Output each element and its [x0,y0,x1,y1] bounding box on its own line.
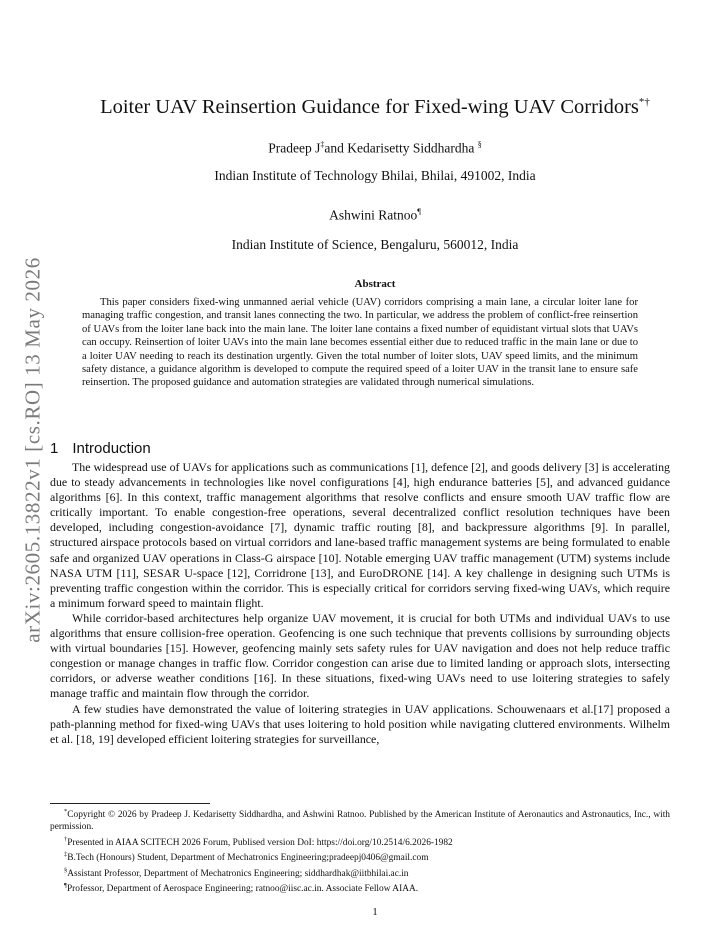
arxiv-sidebar [20,255,46,645]
footnote-text: B.Tech (Honours) Student, Department of Mechatronics Engineering;pradeepj0406@gmail.com [67,853,429,864]
body-text [50,460,670,747]
page-number: 1 [372,906,378,918]
footnote-mark: ¶ [64,881,67,889]
footnote-text: Assistant Professor, Department of Mechatronics Engineering; siddhardhak@iitbhilai.ac.in [67,868,409,879]
author-name: Pradeep J [268,140,321,156]
abstract-heading: Abstract [354,278,396,290]
author-name: and Kedarisetty Siddhardha [324,140,478,156]
footnote [50,806,670,834]
footnotes [50,806,670,895]
footnote [50,865,670,880]
footnote-rule [50,803,210,804]
footnote-mark: § [64,866,68,874]
paper-title-text: Loiter UAV Reinsertion Guidance for Fixed-wing UAV Corridors [100,96,639,118]
paper-title [50,96,700,119]
footnote-text: Copyright © 2026 by Pradeep J. Kedarisetty Siddhardha, and Ashwini Ratnoo. Published by the American Institute of Aeronautics and Astronautics, Inc., with permission. [50,810,670,833]
body-paragraph: A few studies have demonstrated the value of loitering strategies in UAV applications. Schouwenaars et al.[17] proposed a path-planning method for fixed-wing UAVs that uses loitering to hold position while navigating cluttered environments. Wilhelm et al. [18, 19] developed efficient loitering strategies for surveillance, [50,701,670,746]
author-footnote-mark: ‡ [320,140,325,149]
footnote [50,880,670,895]
section-number: 1 [50,440,59,457]
author-line-2 [50,207,700,224]
author-line-1 [50,140,700,157]
footnote-text: Professor, Department of Aerospace Engineering; ratnoo@iisc.ac.in. Associate Fellow AIAA. [66,884,419,895]
affiliation: Indian Institute of Science, Bengaluru, 560012, India [231,237,519,252]
body-paragraph: The widespread use of UAVs for applications such as communications [1], defence [2], and goods delivery [3] is accelerating due to steady advancements in technologies like novel configurations [4], high endurance batteries [5], and advanced guidance algorithms [6]. In this context, traffic management algorithms that resolve conflicts and ensure smooth UAV traffic flow are critically important. To enable congestion-free operations, several decentralized conflict resolution techniques have been developed, including congestion-avoidance [7], dynamic traffic routing [8], and backpressure algorithms [9]. In parallel, structured airspace protocols based on virtual corridors and lane-based traffic management systems are being formulated to enable safe and organized UAV operations in Class-G airspace [10]. Notable emerging UAV traffic management (UTM) systems include NASA UTM [11], SESAR U-space [12], Corridrone [13], and EuroDRONE [14]. A key challenge in designing such UTMs is preventing traffic congestion within the corridor. This is especially critical for corridors serving fixed-wing UAVs, which require a minimum forward speed to maintain flight. [50,460,670,610]
footnote-mark: * [64,808,68,815]
footnote [50,834,670,849]
footnote [50,849,670,864]
section-heading [50,440,151,457]
arxiv-identifier[interactable]: arXiv:2605.13822v1 [cs.RO] 13 May 2026 [20,257,45,643]
title-footnote-mark: *† [638,96,650,109]
abstract-text: This paper considers fixed-wing unmanned aerial vehicle (UAV) corridors comprising a main lane, a circular loiter lane for managing traffic congestion, and transit lanes connecting the two. In particular, we address the problem of conflict-free reinsertion of UAVs from the loiter lane back into the main lane. The loiter lane contains a fixed number of equidistant virtual slots that UAVs can occupy. Reinsertion of loiter UAVs into the main lane becomes essential either due to reduced traffic in the main lane or due to a loiter UAV needing to reach its destination urgently. Given the total number of loiter slots, UAV speed limits, and the minimum safety distance, a guidance algorithm is developed to compute the required speed of a loiter UAV in the transit lane to ensure safe reinsertion. The proposed guidance and automation strategies are validated through numerical simulations. [82,297,638,389]
body-paragraph: While corridor-based architectures help organize UAV movement, it is crucial for both UTMs and individual UAVs to use algorithms that ensure collision-free operation. Geofencing is one such technique that prevents collisions by surrounding objects with virtual boundaries [15]. However, geofencing mainly sets safety rules for UAV navigation and does not help reduce traffic congestion or manage changes in traffic flow. Corridor congestion can arise due to limited landing or approach slots, intersecting corridors, or adverse weather conditions [16]. In these situations, fixed-wing UAVs need to use loitering strategies to safely manage traffic and maintain flow through the corridor. [50,610,670,701]
author-footnote-mark: ¶ [417,207,421,216]
author-footnote-mark: § [477,140,482,149]
footnote-mark: ‡ [64,851,68,859]
author-name: Ashwini Ratnoo [329,207,418,223]
footnote-mark: † [64,835,68,843]
footnote-text: Presented in AIAA SCITECH 2026 Forum, Publised version DoI: https://doi.org/10.2514/6.2026-1982 [67,837,453,848]
affiliation: Indian Institute of Technology Bhilai, Bhilai, 491002, India [214,168,536,183]
section-title: Introduction [72,440,151,457]
